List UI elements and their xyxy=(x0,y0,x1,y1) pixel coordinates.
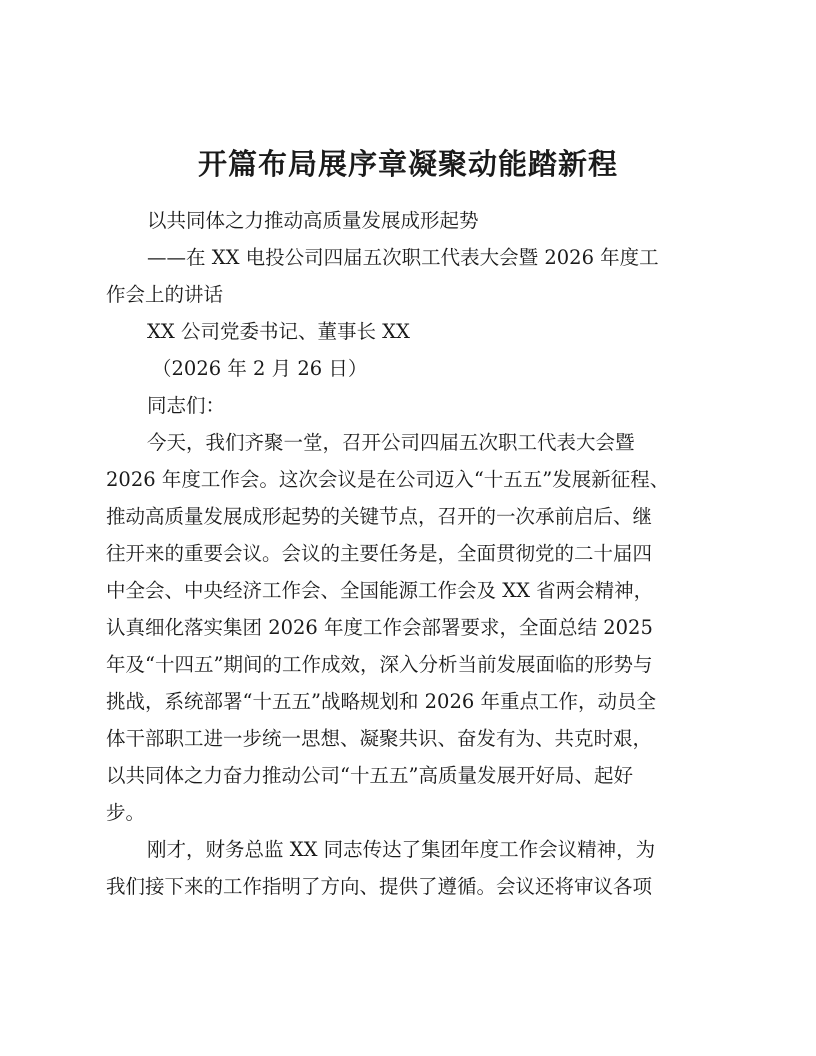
salutation: 同志们： xyxy=(147,394,226,417)
paragraph-1-line: 往开来的重要会议。会议的主要任务是，全面贯彻党的二十届四 xyxy=(106,542,653,565)
speaker-line: XX 公司党委书记、董事长 XX xyxy=(147,320,410,343)
paragraph-1-line: 体干部职工进一步统一思想、凝聚共识、奋发有为、共克时艰， xyxy=(106,727,653,750)
document-title: 开篇布局展序章凝聚动能踏新程 xyxy=(197,147,618,181)
document-body xyxy=(106,202,711,905)
speech-date: （2026 年 2 月 26 日） xyxy=(152,357,368,380)
paragraph-2-line: 我们接下来的工作指明了方向、提供了遵循。会议还将审议各项 xyxy=(106,875,653,898)
paragraph-1-line: 年及“十四五”期间的工作成效，深入分析当前发展面临的形势与 xyxy=(106,653,653,676)
paragraph-1-line: 推动高质量发展成形起势的关键节点，召开的一次承前启后、继 xyxy=(106,505,653,528)
paragraph-1-line: 今天，我们齐聚一堂，召开公司四届五次职工代表大会暨 xyxy=(147,431,635,454)
paragraph-1-line: 挑战，系统部署“十五五”战略规划和 2026 年重点工作，动员全 xyxy=(106,690,656,713)
paragraph-1-line: 步。 xyxy=(106,801,146,824)
paragraph-1-line: 认真细化落实集团 2026 年度工作会部署要求，全面总结 2025 xyxy=(106,616,653,639)
subtitle: 以共同体之力推动高质量发展成形起势 xyxy=(147,209,479,232)
speech-occasion-line-2: 作会上的讲话 xyxy=(106,283,224,306)
paragraph-1-line: 以共同体之力奋力推动公司“十五五”高质量发展开好局、起好 xyxy=(106,764,633,787)
paragraph-2-line: 刚才，财务总监 XX 同志传达了集团年度工作会议精神，为 xyxy=(147,838,656,861)
paragraph-1-line: 中全会、中央经济工作会、全国能源工作会及 XX 省两会精神， xyxy=(106,579,654,602)
speech-occasion-line-1: ——在 XX 电投公司四届五次职工代表大会暨 2026 年度工 xyxy=(147,246,659,269)
paragraph-1-line: 2026 年度工作会。这次会议是在公司迈入“十五五”发展新征程、 xyxy=(106,468,670,491)
